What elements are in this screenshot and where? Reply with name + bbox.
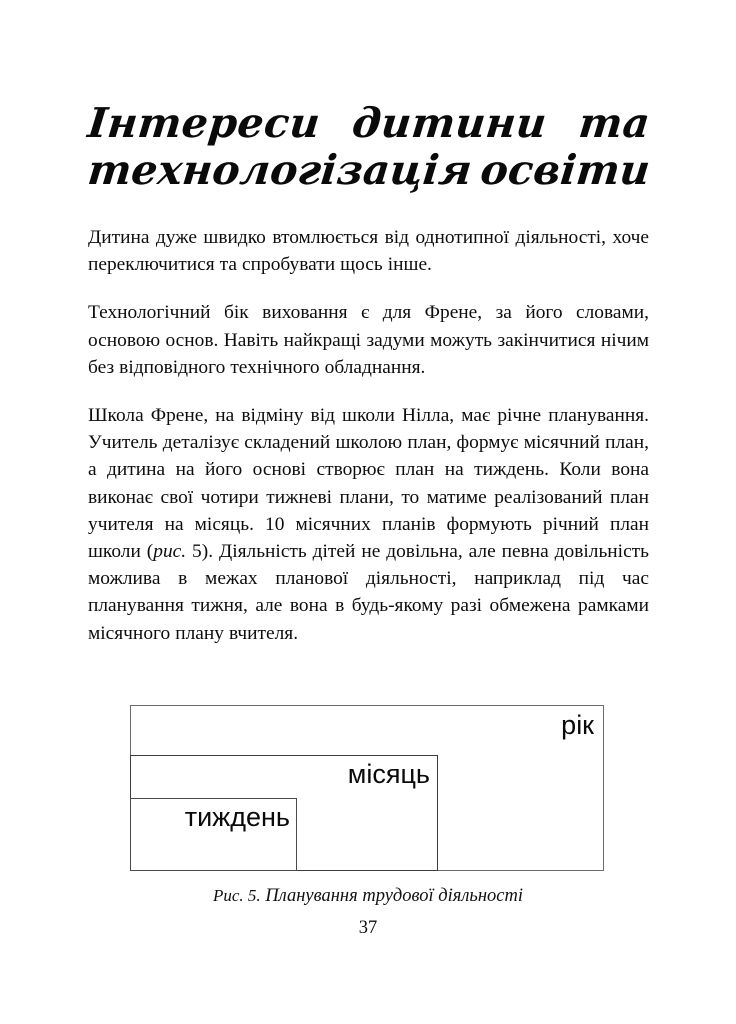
paragraph-3 bbox=[88, 402, 649, 647]
title-word: освіти bbox=[478, 146, 653, 194]
paragraph-1: Дитина дуже швидко втомлюється від однотипної діяльності, хоче переключитися та спробувати щось інше. bbox=[88, 227, 649, 276]
box-month-label: місяць bbox=[347, 759, 430, 789]
box-year-label: рік bbox=[561, 710, 594, 740]
page-title-line-2 bbox=[86, 147, 653, 194]
page-title-line-1 bbox=[86, 100, 653, 147]
figure-reference-label: рис. bbox=[153, 541, 187, 563]
paragraph-2: Технологічний бік виховання є для Френе, за його словами, основою основ. Навіть найкращі задуми можуть закінчитися нічим без відповідного технічного обладнання. bbox=[88, 302, 649, 378]
figure-caption bbox=[0, 884, 736, 908]
title-word: та bbox=[576, 99, 653, 147]
figure-nested-planning-boxes bbox=[130, 705, 604, 871]
paragraph-3-part-a: Школа Френе, на відміну від школи Нілла, має річне планування. Учитель деталізує складений школою план, формує місячний план, а дитина на його основі створює план на тиждень. Коли вона виконає свої чотири тижневі плани, то матиме реалізований план учителя на місяць. 10 місячних планів формують річний план школи ( bbox=[88, 405, 649, 563]
box-week bbox=[130, 798, 297, 871]
paragraph-3-part-b: ). Діяльність дітей не довільна, але певна довільність можлива в межах планової діяльності, наприклад під час планування тижня, але вона в будь-якому разі обмежена рамками місячного плану вчителя. bbox=[88, 541, 649, 644]
page-number: 37 bbox=[358, 918, 378, 938]
title-word: Інтереси bbox=[85, 99, 323, 147]
figure-reference-number: 5 bbox=[186, 541, 202, 563]
figure-caption-prefix: Рис. 5. bbox=[213, 886, 261, 905]
title-word: дитини bbox=[349, 99, 550, 147]
figure-caption-text: Планування трудової діяльності bbox=[260, 886, 523, 906]
page-title bbox=[85, 99, 653, 194]
box-week-label: тиждень bbox=[184, 802, 290, 832]
body-text-column bbox=[88, 224, 649, 647]
title-word: технологізація bbox=[85, 146, 475, 194]
